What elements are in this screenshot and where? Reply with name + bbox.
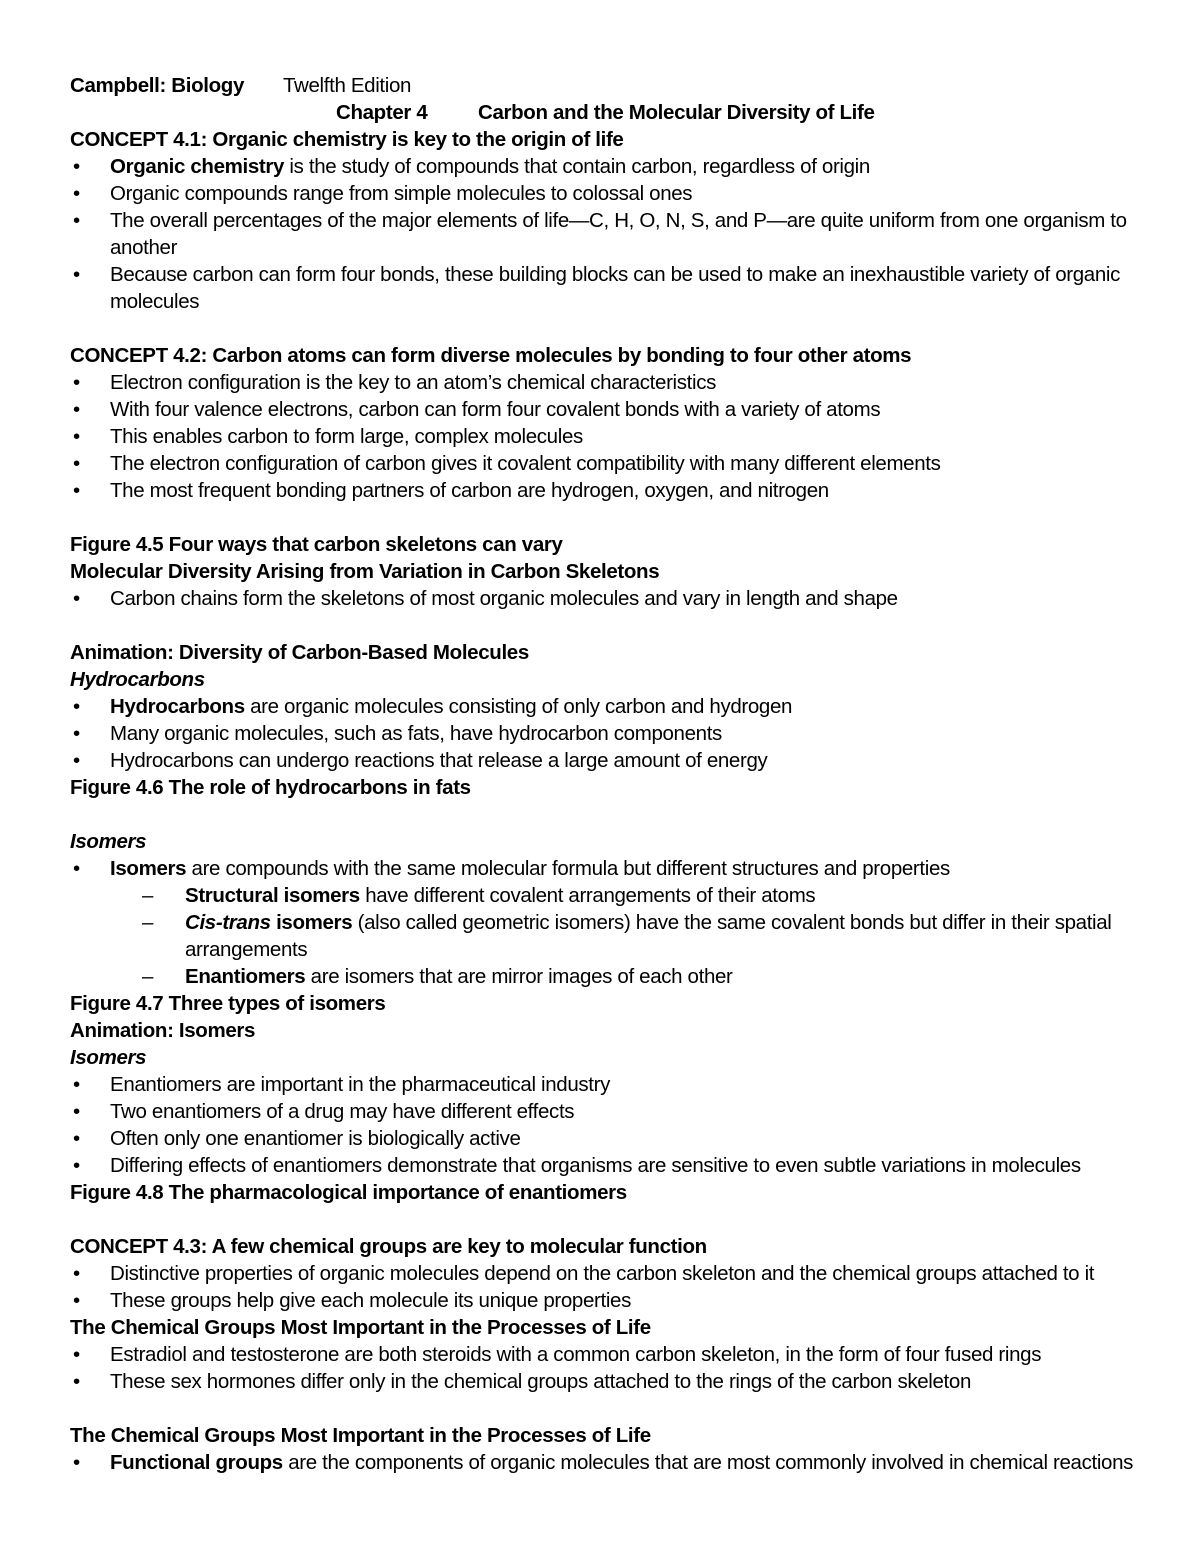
- figure-4-6-title: Figure 4.6 The role of hydrocarbons in fats: [70, 776, 471, 799]
- chapter-number: Chapter 4: [336, 101, 428, 124]
- list-item: • Two enantiomers of a drug may have different effects: [70, 1098, 1150, 1125]
- concept-4-3-heading: CONCEPT 4.3: A few chemical groups are key to molecular function: [70, 1235, 707, 1258]
- functional-groups-list: [70, 1449, 1150, 1476]
- list-item: • This enables carbon to form large, complex molecules: [70, 423, 1150, 450]
- list-item: • Organic compounds range from simple molecules to colossal ones: [70, 180, 1150, 207]
- list-item: [70, 153, 1150, 180]
- enantiomers-list: [70, 1071, 1150, 1179]
- list-item: [70, 855, 1150, 882]
- steroids-list: [70, 1341, 1150, 1395]
- term: Organic chemistry: [110, 155, 285, 178]
- hydrocarbons-subhead-text: Hydrocarbons: [70, 668, 205, 691]
- list-item: • These groups help give each molecule its unique properties: [70, 1287, 1150, 1314]
- list-item: • Estradiol and testosterone are both steroids with a common carbon skeleton, in the form of four fused rings: [70, 1341, 1150, 1368]
- definition: are compounds with the same molecular formula but different structures and properties: [186, 857, 950, 880]
- list-item: • Because carbon can form four bonds, these building blocks can be used to make an inexhaustible variety of organic molecules: [70, 261, 1150, 315]
- term-italic: Cis-trans: [185, 911, 271, 934]
- chemical-groups-subhead: The Chemical Groups Most Important in the Processes of Life: [70, 1316, 651, 1339]
- figure-4-8-title: Figure 4.8 The pharmacological importance of enantiomers: [70, 1181, 627, 1204]
- concept-4-1-list: [70, 153, 1150, 315]
- book-title: Campbell: Biology: [70, 74, 245, 97]
- definition: are isomers that are mirror images of each other: [305, 965, 733, 988]
- list-item: • Hydrocarbons can undergo reactions that release a large amount of energy: [70, 747, 1150, 774]
- list-item: • These sex hormones differ only in the chemical groups attached to the rings of the carbon skeleton: [70, 1368, 1150, 1395]
- list-item: • With four valence electrons, carbon can form four covalent bonds with a variety of atoms: [70, 396, 1150, 423]
- isomers-subhead-2: [70, 1044, 1150, 1071]
- term: Isomers: [110, 857, 187, 880]
- list-item: • The overall percentages of the major elements of life—C, H, O, N, S, and P—are quite uniform from one organism to another: [70, 207, 1150, 261]
- definition: are the components of organic molecules that are most commonly involved in chemical reactions: [282, 1451, 1134, 1474]
- list-item: [70, 1449, 1150, 1476]
- figure-4-5-title: Figure 4.5 Four ways that carbon skeletons can vary: [70, 533, 563, 556]
- isomers-subhead-text: Isomers: [70, 830, 147, 853]
- list-item: [70, 693, 1150, 720]
- term: Structural isomers: [185, 884, 360, 907]
- concept-4-3-list: [70, 1260, 1150, 1314]
- hydrocarbons-subhead: [70, 666, 1150, 693]
- list-item: • The electron configuration of carbon gives it covalent compatibility with many different elements: [70, 450, 1150, 477]
- list-item: • Carbon chains form the skeletons of most organic molecules and vary in length and shape: [70, 585, 1150, 612]
- list-item: • Differing effects of enantiomers demonstrate that organisms are sensitive to even subtle variations in molecules: [70, 1152, 1150, 1179]
- term: Functional groups: [110, 1451, 283, 1474]
- list-item: [70, 963, 1150, 990]
- term: [185, 911, 352, 934]
- concept-4-1-heading: CONCEPT 4.1: Organic chemistry is key to the origin of life: [70, 128, 624, 151]
- isomers-subhead: [70, 828, 1150, 855]
- term: Enantiomers: [185, 965, 306, 988]
- concept-4-2-list: [70, 369, 1150, 504]
- definition: are organic molecules consisting of only carbon and hydrogen: [244, 695, 793, 718]
- list-item: • Distinctive properties of organic molecules depend on the carbon skeleton and the chemical groups attached to it: [70, 1260, 1150, 1287]
- list-item: • Often only one enantiomer is biologically active: [70, 1125, 1150, 1152]
- definition: is the study of compounds that contain carbon, regardless of origin: [284, 155, 870, 178]
- chapter-title: Carbon and the Molecular Diversity of Life: [478, 101, 875, 124]
- list-item: [70, 909, 1150, 963]
- book-edition: Twelfth Edition: [283, 74, 412, 97]
- document-page: [70, 72, 1150, 1476]
- carbon-skeleton-list: [70, 585, 1150, 612]
- definition: have different covalent arrangements of their atoms: [359, 884, 816, 907]
- animation-isomers-title: Animation: Isomers: [70, 1019, 256, 1042]
- chemical-groups-subhead-2: The Chemical Groups Most Important in the Processes of Life: [70, 1424, 651, 1447]
- animation-diversity-title: Animation: Diversity of Carbon-Based Molecules: [70, 641, 529, 664]
- book-header: [70, 72, 1150, 99]
- list-item: • Many organic molecules, such as fats, have hydrocarbon components: [70, 720, 1150, 747]
- isomer-types-list: [70, 882, 1150, 990]
- list-item: [70, 882, 1150, 909]
- list-item: • Enantiomers are important in the pharmaceutical industry: [70, 1071, 1150, 1098]
- term: Hydrocarbons: [110, 695, 245, 718]
- list-item: • Electron configuration is the key to an atom’s chemical characteristics: [70, 369, 1150, 396]
- isomers-subhead-2-text: Isomers: [70, 1046, 147, 1069]
- carbon-skeleton-subtitle: Molecular Diversity Arising from Variation in Carbon Skeletons: [70, 560, 660, 583]
- chapter-header: [70, 99, 1150, 126]
- definition: (also called geometric isomers) have the same covalent bonds but differ in their spatial arrangements: [185, 911, 1112, 961]
- figure-4-7-title: Figure 4.7 Three types of isomers: [70, 992, 386, 1015]
- concept-4-2-heading: CONCEPT 4.2: Carbon atoms can form diverse molecules by bonding to four other atoms: [70, 344, 912, 367]
- hydrocarbons-list: [70, 693, 1150, 774]
- isomers-list: [70, 855, 1150, 882]
- term-suffix: isomers: [270, 911, 353, 934]
- list-item: • The most frequent bonding partners of carbon are hydrogen, oxygen, and nitrogen: [70, 477, 1150, 504]
